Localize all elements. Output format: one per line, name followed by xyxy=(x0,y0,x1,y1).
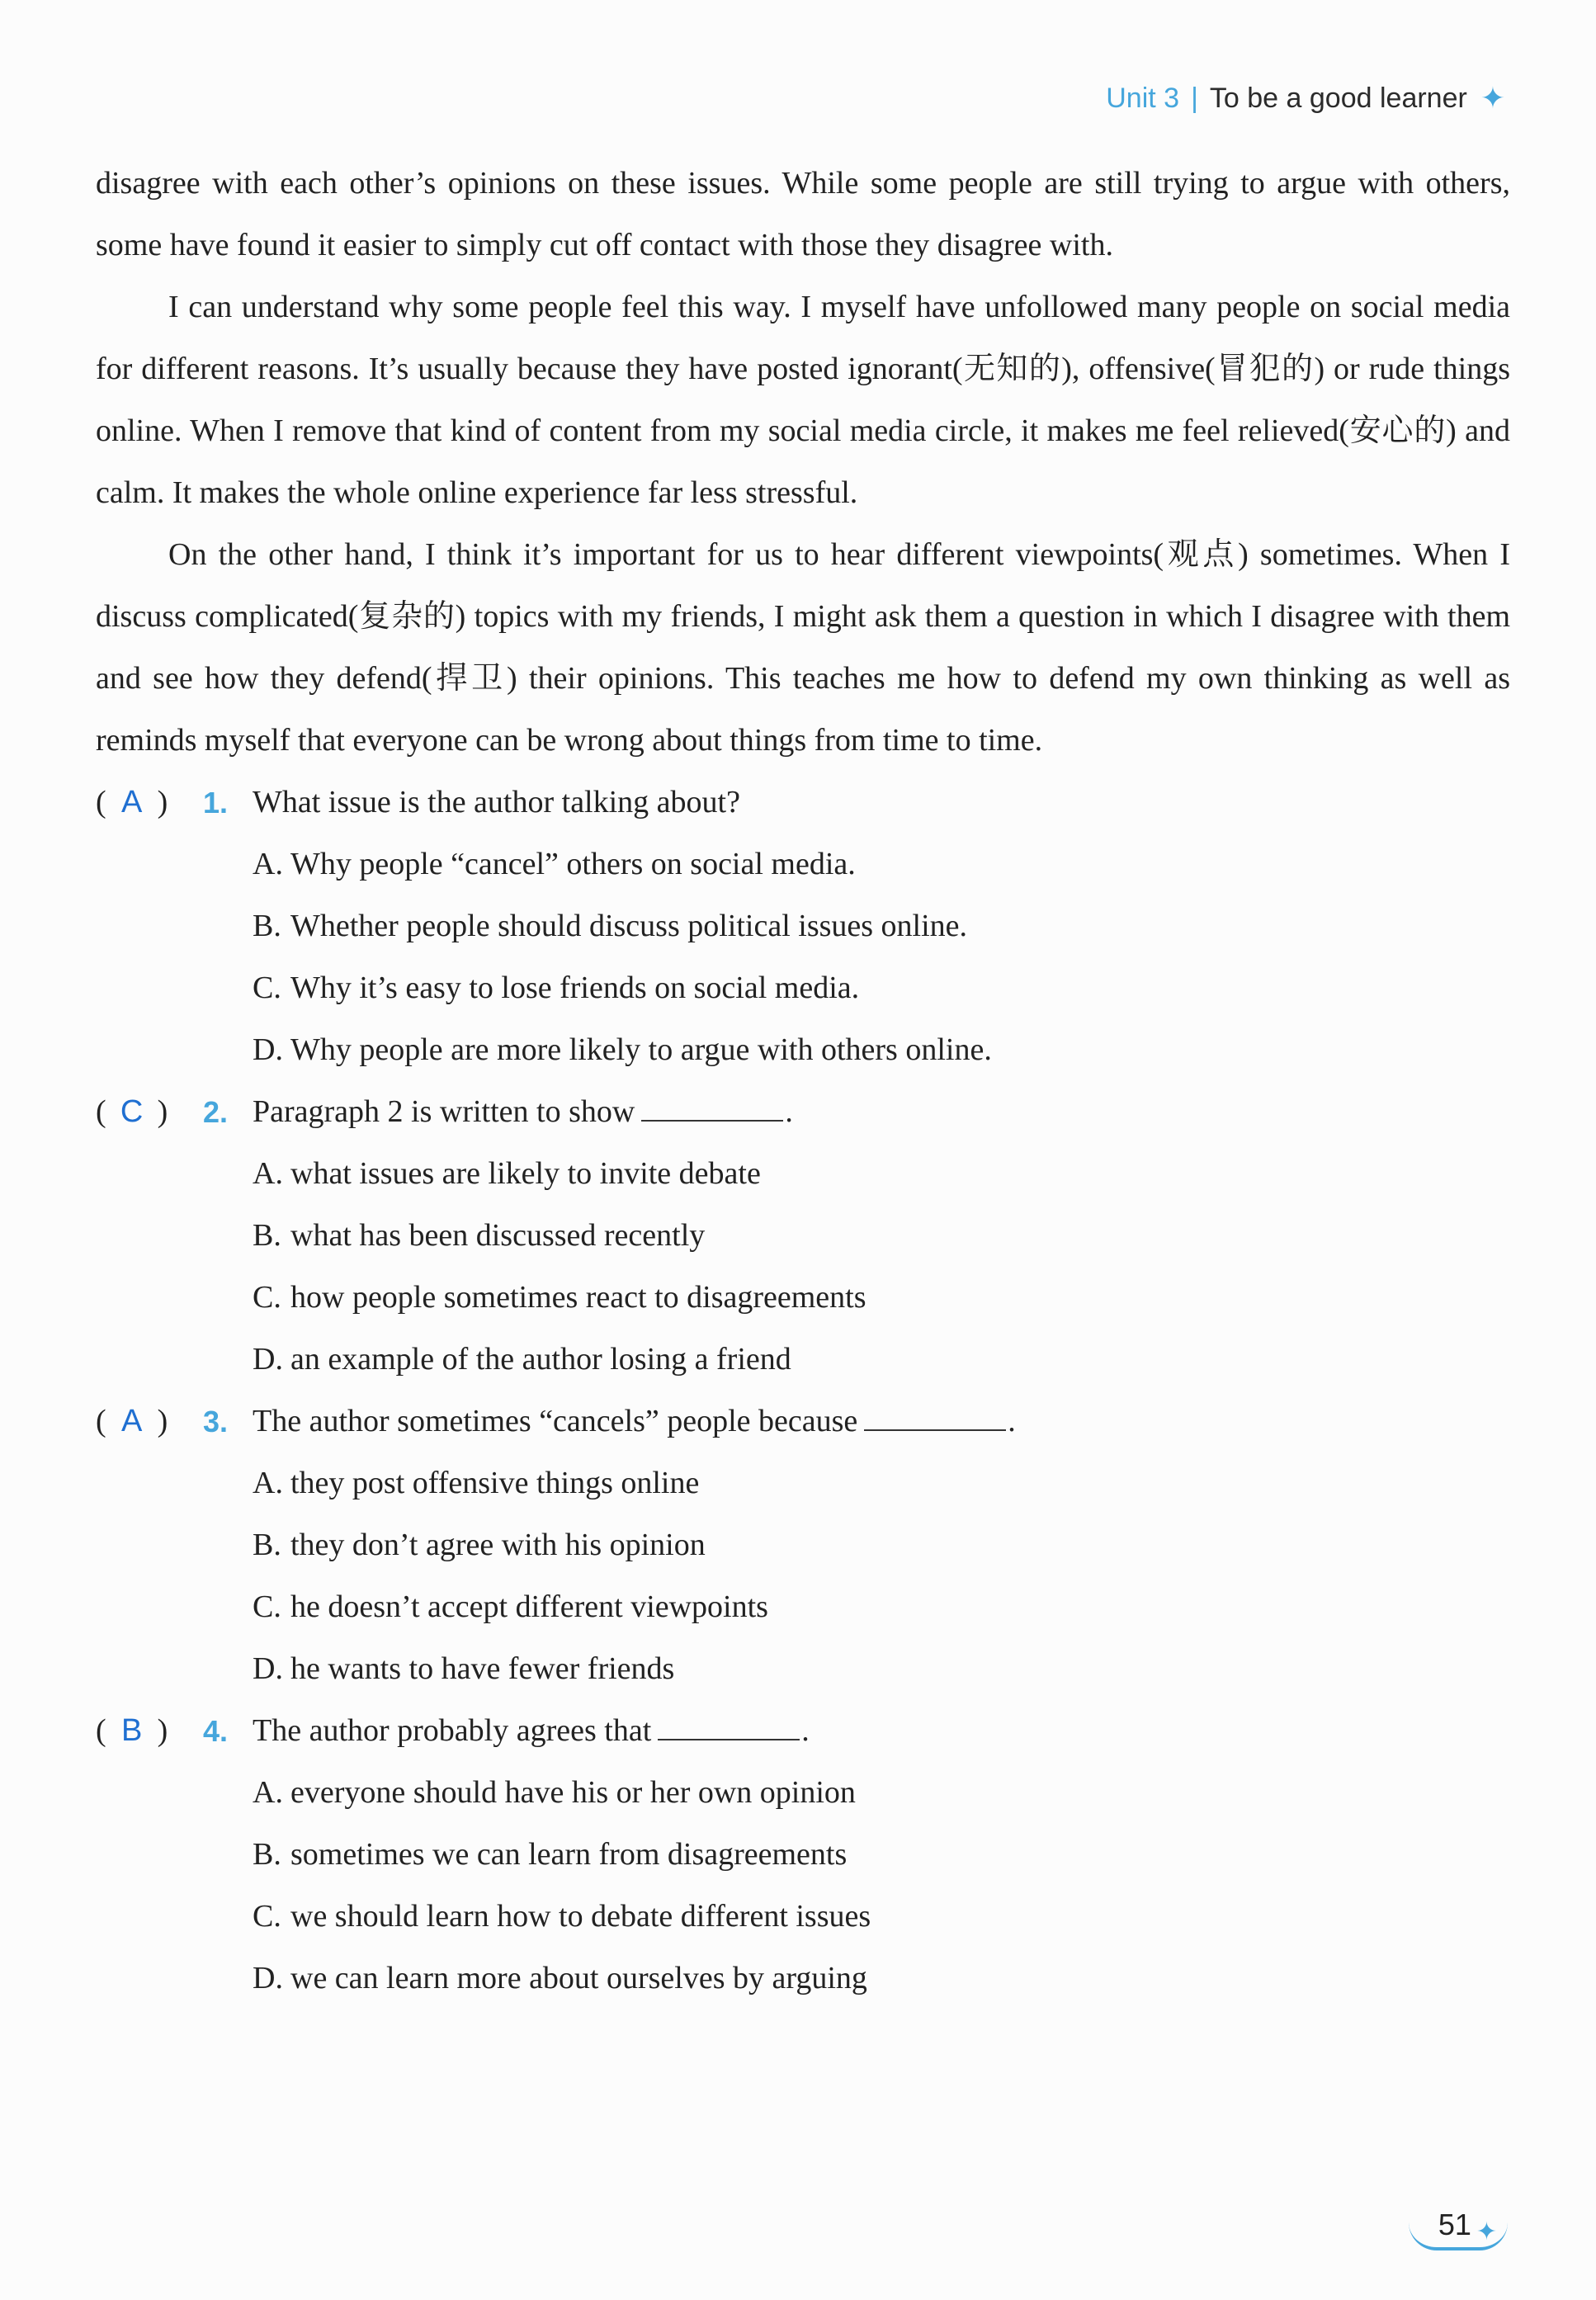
option-letter: A. xyxy=(253,1156,283,1191)
option xyxy=(96,1638,1510,1700)
option-letter: B. xyxy=(253,1218,281,1253)
page-number: 51 xyxy=(1438,2208,1471,2241)
passage-paragraph: I can understand why some people feel this way. I myself have unfollowed many people on social media for different reasons. It’s usually because they have posted ignorant(无知的), offensive(冒犯的) or rude things online. When I remove that kind of content from my social media circle, it makes me feel relieved(安心的) and calm. It makes the whole online experience far less stressful. xyxy=(96,290,1510,510)
option-letter: D. xyxy=(253,1342,283,1377)
option-letter: D. xyxy=(253,1651,283,1686)
option-letter: D. xyxy=(253,1961,283,1995)
question-4 xyxy=(96,1700,1510,1762)
sparkle-icon: ✦ xyxy=(1476,2217,1497,2246)
option-text: an example of the author losing a friend xyxy=(290,1342,791,1377)
option-text: Why people “cancel” others on social media. xyxy=(290,847,856,881)
answer-bracket: ( B ) xyxy=(96,1700,220,1762)
option-text: they don’t agree with his opinion xyxy=(290,1528,706,1562)
option xyxy=(96,1762,1510,1824)
question-stem: What issue is the author talking about? xyxy=(253,785,740,819)
option-letter: C. xyxy=(253,971,281,1005)
option-text: what has been discussed recently xyxy=(290,1218,706,1253)
question-number: 4. xyxy=(203,1714,229,1748)
answer-bracket: ( A ) xyxy=(96,772,220,834)
option-letter: D. xyxy=(253,1032,283,1067)
passage-paragraph: On the other hand, I think it’s important for us to hear different viewpoints(观点) sometimes. When I discuss complicated(复杂的) topics with my friends, I might ask them a question in which I disagree with them and see how they defend(捍卫) their opinions. This teaches me how to defend my own thinking as well as reminds myself that everyone can be wrong about things from time to time. xyxy=(96,537,1510,758)
option xyxy=(96,1576,1510,1638)
unit-label: Unit 3 xyxy=(1106,82,1180,114)
option xyxy=(96,1019,1510,1081)
unit-title: To be a good learner xyxy=(1209,82,1467,114)
option-letter: A. xyxy=(253,1775,283,1810)
option xyxy=(96,1824,1510,1886)
option xyxy=(96,895,1510,957)
passage-paragraph: disagree with each other’s opinions on these issues. While some people are still trying to argue with others, some have found it easier to simply cut off contact with those they disagree with. xyxy=(96,166,1510,262)
answer-blank xyxy=(658,1714,800,1740)
option-text: Why people are more likely to argue with others online. xyxy=(290,1032,992,1067)
answer-blank xyxy=(641,1095,783,1122)
question-number: 2. xyxy=(203,1095,229,1129)
option xyxy=(96,1267,1510,1329)
option xyxy=(96,1205,1510,1267)
option-text: they post offensive things online xyxy=(290,1466,700,1500)
option-letter: C. xyxy=(253,1589,281,1624)
question-2 xyxy=(96,1081,1510,1143)
option-text: we should learn how to debate different issues xyxy=(290,1899,871,1934)
option-text: how people sometimes react to disagreements xyxy=(290,1280,866,1315)
answer-bracket: ( A ) xyxy=(96,1391,220,1452)
question-1 xyxy=(96,772,1510,834)
answer-letter: B xyxy=(120,1713,143,1748)
answer-letter: A xyxy=(120,785,143,819)
option xyxy=(96,1886,1510,1948)
option-text: he wants to have fewer friends xyxy=(290,1651,675,1686)
question-number: 3. xyxy=(203,1405,229,1438)
answer-letter: A xyxy=(120,1404,143,1438)
sparkle-icon: ✦ xyxy=(1480,81,1505,115)
option xyxy=(96,1143,1510,1205)
option xyxy=(96,1329,1510,1391)
answer-letter: C xyxy=(120,1094,144,1129)
question-number: 1. xyxy=(203,786,229,819)
question-stem: The author probably agrees that . xyxy=(253,1713,810,1748)
option-text: Whether people should discuss political issues online. xyxy=(290,909,968,943)
option xyxy=(96,957,1510,1019)
option-text: what issues are likely to invite debate xyxy=(290,1156,761,1191)
option xyxy=(96,1514,1510,1576)
option-letter: B. xyxy=(253,909,281,943)
option-letter: A. xyxy=(253,847,283,881)
page-content xyxy=(96,153,1510,2010)
option-text: we can learn more about ourselves by arguing xyxy=(290,1961,867,1995)
question-stem: Paragraph 2 is written to show . xyxy=(253,1094,793,1129)
answer-blank xyxy=(864,1405,1006,1431)
option-text: he doesn’t accept different viewpoints xyxy=(290,1589,768,1624)
option-letter: B. xyxy=(253,1528,281,1562)
option xyxy=(96,1948,1510,2010)
option-letter: C. xyxy=(253,1280,281,1315)
option-letter: B. xyxy=(253,1837,281,1872)
question-stem: The author sometimes “cancels” people because . xyxy=(253,1404,1016,1438)
option xyxy=(96,834,1510,895)
question-3 xyxy=(96,1391,1510,1452)
option-letter: C. xyxy=(253,1899,281,1934)
option xyxy=(96,1452,1510,1514)
page-footer xyxy=(1438,2208,1497,2246)
answer-bracket: ( C ) xyxy=(96,1081,220,1143)
option-letter: A. xyxy=(253,1466,283,1500)
option-text: everyone should have his or her own opinion xyxy=(290,1775,856,1810)
option-text: sometimes we can learn from disagreements xyxy=(290,1837,848,1872)
page-header xyxy=(1106,81,1505,116)
header-separator: | xyxy=(1191,82,1198,114)
option-text: Why it’s easy to lose friends on social media. xyxy=(290,971,860,1005)
